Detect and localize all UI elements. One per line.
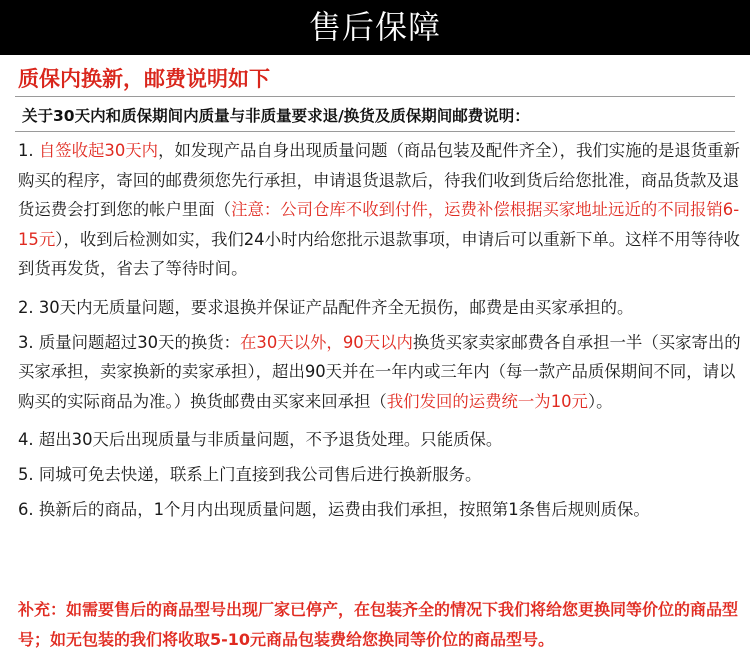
page-title: 售后保障 — [308, 8, 441, 46]
item-text: 换新后的商品，1个月内出现质量问题，运费由我们承担，按照第1条售后规则质保。 — [38, 499, 650, 519]
list-item — [18, 460, 742, 490]
policy-list — [18, 136, 742, 529]
highlight-text: 在30天以外，90天以内 — [240, 332, 413, 352]
item-text: 同城可免去快递，联系上门直接到我公司售后进行换新服务。 — [38, 464, 482, 484]
list-item — [18, 136, 742, 284]
divider — [15, 96, 735, 97]
list-item — [18, 328, 742, 417]
item-text: 换货买家卖家邮费各自承担一半（买家寄出的买家承担，卖家换新的卖家承担），超出90天并在一年内或三年内（每一款产品质保期间不同，请以购买的实际商品为准。）换货邮费由买家来回承担（ — [18, 332, 741, 411]
page-title-banner — [0, 0, 750, 55]
highlight-text: 注意：公司仓库不收到付件，运费补偿根据买家地址远近的不同报销6-15元 — [18, 200, 740, 249]
item-number: 3. — [18, 332, 34, 352]
intro-text: 关于30天内和质保期间内质量与非质量要求退/换货及质保期间邮费说明： — [22, 107, 530, 125]
divider — [15, 131, 735, 132]
item-number: 6. — [18, 499, 34, 519]
item-text: ）。 — [587, 391, 613, 411]
item-text: 质量问题超过30天的换货： — [38, 332, 241, 352]
list-item — [18, 293, 742, 323]
item-text: ，如发现产品自身出现质量问题（商品包装及配件齐全），我们实施的是退货重新购买的程序，寄回的邮费须您先行承担，申请退货退款后，待我们收到货后给您批准，商品货款及退货运费会打到您的帐户里面（ — [18, 141, 740, 220]
highlight-text: 我们发回的运费统一为10元 — [386, 391, 588, 411]
item-number: 5. — [18, 464, 34, 484]
item-text: 超出30天后出现质量与非质量问题，不予退货处理。只能质保。 — [38, 430, 503, 450]
list-item — [18, 425, 742, 455]
highlight-text: 自签收起30天内 — [38, 141, 159, 160]
item-text: 30天内无质量问题，要求退换并保证产品配件齐全无损伤，邮费是由买家承担的。 — [38, 297, 634, 317]
list-item — [18, 495, 742, 525]
item-number: 1. — [18, 141, 34, 160]
item-text: ），收到后检测如实，我们24小时内给您批示退款事项，申请后可以重新下单。这样不用等待收到货再发货，省去了等待时间。 — [18, 229, 740, 279]
item-number: 4. — [18, 430, 34, 450]
section-subheading: 质保内换新，邮费说明如下 — [18, 67, 270, 91]
item-number: 2. — [18, 297, 34, 317]
supplement-note: 补充：如需要售后的商品型号出现厂家已停产，在包装齐全的情况下我们将给您更换同等价位的商品型号；如无包装的我们将收取5-10元商品包装费给您换同等价位的商品型号。 — [18, 600, 739, 649]
